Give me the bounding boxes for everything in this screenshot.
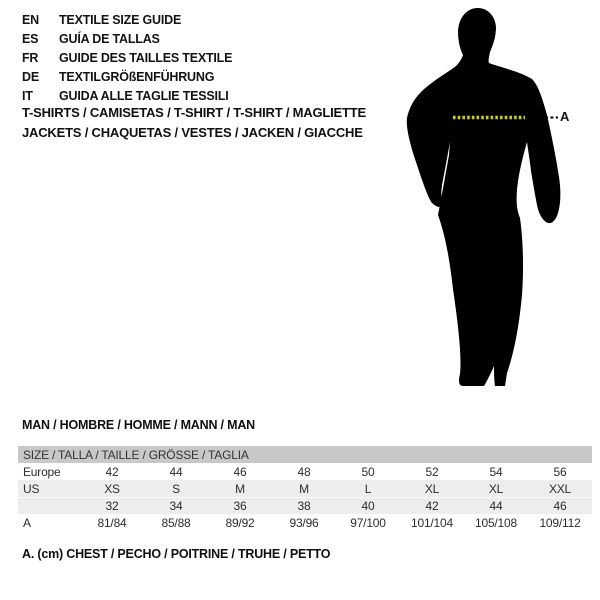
size-cell: M	[235, 481, 245, 496]
size-cell: 36	[233, 499, 247, 513]
size-cell: 46	[233, 464, 247, 479]
size-cell: M	[299, 481, 309, 496]
row-label: US	[23, 481, 40, 496]
row-label: Europe	[23, 464, 61, 479]
table-row-europe	[18, 463, 592, 480]
language-code: ES	[22, 31, 39, 46]
language-code: DE	[22, 69, 39, 84]
size-cell: 40	[361, 499, 375, 513]
chest-measure-footnote: A. (cm) CHEST / PECHO / POITRINE / TRUHE / PETTO	[22, 547, 331, 561]
language-code: FR	[22, 50, 39, 65]
language-row-es	[22, 29, 232, 48]
language-row-de	[22, 67, 232, 86]
size-cell: XS	[104, 481, 120, 496]
measure-label-a: A	[560, 109, 570, 124]
size-cell: 50	[361, 464, 375, 479]
language-title: TEXTILE SIZE GUIDE	[59, 12, 182, 27]
size-cell: 85/88	[161, 515, 191, 530]
male-silhouette	[407, 8, 561, 386]
size-cell: 109/112	[539, 515, 581, 530]
language-title: GUÍA DE TALLAS	[59, 31, 160, 46]
size-cell: S	[172, 481, 180, 496]
size-cell: 42	[105, 464, 119, 479]
size-cell: L	[364, 481, 372, 496]
table-row-us-numbers	[18, 497, 592, 514]
language-row-fr	[22, 48, 232, 67]
size-cell: 48	[297, 464, 311, 479]
size-cell: XXL	[548, 481, 572, 496]
language-title: GUIDA ALLE TAGLIE TESSILI	[59, 88, 229, 103]
garment-line-tshirts: T-SHIRTS / CAMISETAS / T-SHIRT / T-SHIRT / MAGLIETTE	[22, 105, 366, 120]
language-row-en	[22, 10, 232, 29]
language-code: IT	[22, 88, 33, 103]
garment-line-jackets: JACKETS / CHAQUETAS / VESTES / JACKEN / GIACCHE	[22, 125, 363, 140]
size-cell: 52	[425, 464, 439, 479]
table-row-us-letters	[18, 480, 592, 497]
size-cell: 42	[425, 499, 439, 513]
size-cell: 44	[169, 464, 183, 479]
size-cell: 34	[169, 499, 183, 513]
garment-categories	[22, 103, 366, 143]
language-title: TEXTILGRÖßENFÜHRUNG	[59, 69, 215, 84]
size-cell: 105/108	[475, 515, 517, 530]
size-cell: 97/100	[350, 515, 386, 530]
male-silhouette-figure	[405, 5, 575, 393]
size-cell: XL	[424, 481, 440, 496]
size-cell: 54	[489, 464, 503, 479]
size-table-header: SIZE / TALLA / TAILLE / GRÖSSE / TAGLIA	[18, 446, 592, 463]
size-table	[18, 446, 592, 531]
male-silhouette-svg	[405, 5, 575, 393]
size-cell: 56	[553, 464, 567, 479]
size-cell: 93/96	[289, 515, 319, 530]
table-row-chest-a	[18, 514, 592, 531]
row-label: A	[23, 515, 31, 530]
size-cell: 44	[489, 499, 503, 513]
size-cell: 89/92	[225, 515, 255, 530]
size-cell: 46	[553, 499, 567, 513]
language-legend	[22, 10, 232, 105]
language-title: GUIDE DES TAILLES TEXTILE	[59, 50, 233, 65]
section-title-man: MAN / HOMBRE / HOMME / MANN / MAN	[22, 418, 255, 432]
size-cell: 101/104	[411, 515, 453, 530]
size-cell: 81/84	[97, 515, 127, 530]
size-cell: 38	[297, 499, 311, 513]
language-code: EN	[22, 12, 39, 27]
size-cell: XL	[488, 481, 504, 496]
size-cell: 32	[105, 499, 119, 513]
